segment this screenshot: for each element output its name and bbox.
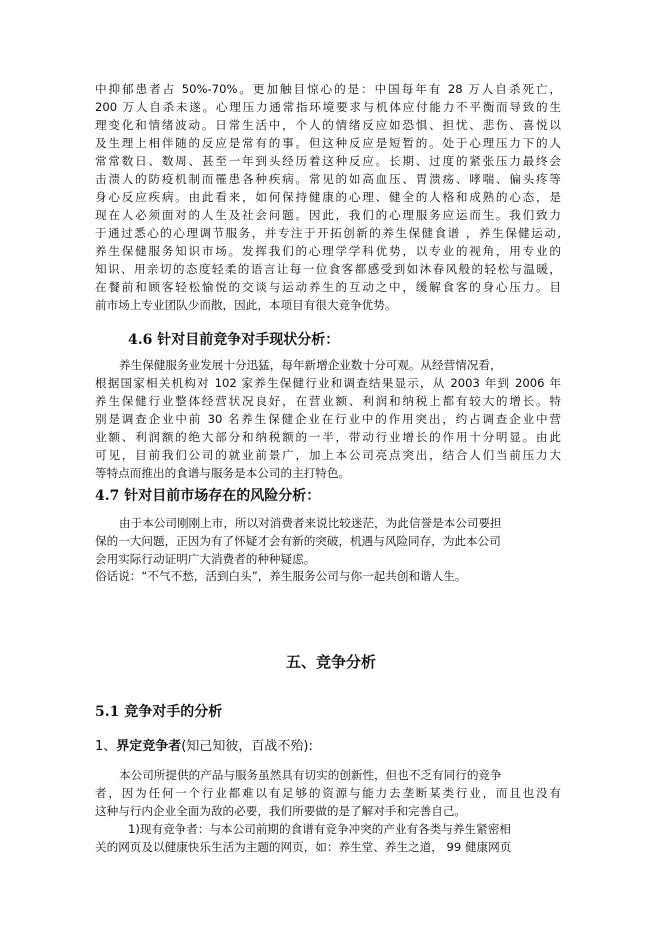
- intro-line: 击溃人的防疫机制而罹患各种疾病。常见的如高血压、胃溃疡、哮喘、偏头疼等: [95, 172, 561, 186]
- section-4-7-line: 会用实际行动证明广大消费者的种种疑虑。: [95, 552, 316, 566]
- intro-line: 身心反应疾病。由此看来，如何保持健康的心理、健全的人格和成熟的心态，是: [95, 190, 561, 204]
- intro-line: 常常数日、数周、甚至一年到头经历着这种反应。长期、过度的紧张压力最终会: [95, 154, 561, 168]
- intro-line: 中抑郁患者占 50%-70%。更加触目惊心的是：中国每年有 28 万人自杀死亡，: [95, 82, 561, 96]
- intro-line: 于通过悉心的心理调节服务，并专注于开拓创新的养生保健食谱 ，养生保健运动,: [95, 226, 561, 240]
- item-1-line: 者，因为任何一个行业都难以有足够的资源与能力去垄断某类行业，而且也没有: [95, 786, 561, 800]
- item-1-note: (知己知彼，百战不殆):: [181, 739, 313, 754]
- intro-line: 理变化和情绪波动。日常生活中，个人的情绪反应如恐惧、担忧、悲伤、喜悦以: [95, 118, 561, 132]
- item-1-line: 本公司所提供的产品与服务虽然具有切实的创新性，但也不乏有同行的竞争: [119, 768, 502, 782]
- section-4-6-line: 业额、利润额的绝大部分和纳税额的一半，带动行业增长的作用十分明显。由此: [95, 430, 561, 444]
- section-4-6-line: 养生保健服务业发展十分迅猛，每年新增企业数十分可观。从经营情况看，: [119, 358, 502, 372]
- chapter-5-title: 五、竞争分析: [285, 653, 376, 671]
- intro-line: 养生保健服务知识市场。发挥我们的心理学学科优势，以专业的视角，用专业的: [95, 244, 561, 258]
- item-1-number: 1、: [95, 739, 117, 754]
- section-4-7-line: 由于本公司刚刚上市，所以对消费者来说比较迷茫，为此信誉是本公司要担: [119, 516, 502, 530]
- item-1-line: 这种与行内企业全面为敌的必要，我们所要做的是了解对手和完善自己。: [95, 804, 467, 818]
- item-1-label: 界定竞争者: [116, 739, 182, 754]
- section-4-7-line: 俗话说：“不气不愁，活到白头”，养生服务公司与你一起共创和谐人生。: [95, 569, 467, 583]
- item-1-heading: [95, 737, 313, 757]
- section-4-6-heading: 4.6 针对目前竞争对手现状分析：: [128, 332, 340, 348]
- intro-line: 在餐前和顾客轻松愉悦的交谈与运动养生的互动之中，缓解食客的身心压力。目: [95, 280, 561, 294]
- section-4-6-line: 养生保健行业整体经营状况良好，在营业额、利润和纳税上都有较大的增长。特: [95, 394, 561, 408]
- intro-line: 200 万人自杀未遂。心理压力通常指环境要求与机体应付能力不平衡而导致的生: [95, 100, 561, 114]
- subitem-line: 关的网页及以健康快乐生活为主题的网页，如：养生堂、养生之道， 99 健康网页: [95, 840, 512, 854]
- section-4-6-line: 别是调查企业中前 30 名养生保健企业在行业中的作用突出，约占调查企业中营: [95, 412, 561, 426]
- section-4-7-heading: 4.7 针对目前市场存在的风险分析：: [95, 488, 321, 504]
- intro-line: 现在人必须面对的人生及社会问题。因此，我们的心理服务应运而生。我们致力: [95, 208, 561, 222]
- section-4-7-line: 保的一大问题，正因为有了怀疑才会有新的突破，机遇与风险同存，为此本公司: [95, 534, 501, 548]
- section-4-6-line: 根据国家相关机构对 102 家养生保健行业和调查结果显示，从 2003 年到 2006 年: [95, 376, 561, 390]
- section-4-6-line: 可见，目前我们公司的就业前景广，加上本公司亮点突出，结合人们当前压力大: [95, 448, 561, 462]
- section-5-1-heading: 5.1 竞争对手的分析: [95, 704, 223, 720]
- section-4-6-line: 等特点而推出的食谱与服务是本公司的主打特色。: [95, 466, 351, 480]
- intro-line: 前市场上专业团队少而散，因此，本项目有很大竞争优势。: [95, 298, 397, 312]
- subitem-line: 1)现有竞争者：与本公司前期的食谱有竞争冲突的产业有各类与养生紧密相: [128, 822, 511, 836]
- intro-line: 及生理上相伴随的反应是常有的事。但这种反应是短暂的。处于心理压力下的人: [95, 136, 561, 150]
- intro-line: 知识、用亲切的态度轻柔的语言让每一位食客都感受到如沐春风般的轻松与温暖，: [95, 262, 561, 276]
